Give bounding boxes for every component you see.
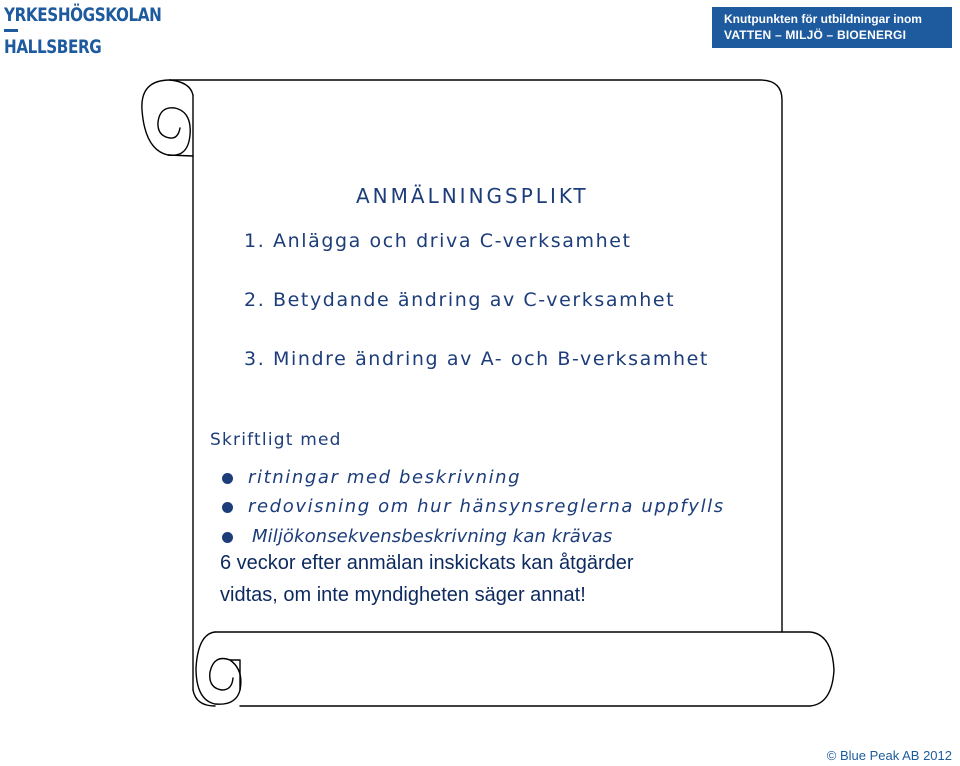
subheading: Skriftligt med (210, 430, 342, 450)
bullet-dot-icon (222, 532, 233, 543)
notice-title: ANMÄLNINGSPLIKT (356, 184, 589, 208)
copyright-notice: © Blue Peak AB 2012 (826, 748, 952, 763)
bullet-text: ritningar med beskrivning (248, 467, 522, 488)
bullet-dot-icon (222, 473, 233, 484)
list-item-3: 3. Mindre ändring av A- och B-verksamhet (244, 348, 709, 370)
list-item-1: 1. Anlägga och driva C-verksamhet (244, 230, 632, 252)
banner-line1: Knutpunkten för utbildningar inom (724, 12, 922, 26)
logo-line1: YRKESHÖGSKOLAN (4, 4, 162, 26)
bullet-dot-icon (222, 502, 233, 513)
logo-line2: HALLSBERG (4, 36, 102, 58)
note-line-2: vidtas, om inte myndigheten säger annat! (220, 584, 586, 606)
note-line-1: 6 veckor efter anmälan inskickats kan åtgärder (220, 552, 634, 574)
bullet-text: redovisning om hur hänsynsreglerna uppfylls (248, 496, 725, 517)
list-item-2: 2. Betydande ändring av C-verksamhet (244, 289, 676, 311)
bullet-text: Miljökonsekvensbeskrivning kan krävas (252, 526, 613, 547)
banner-line2: VATTEN – MILJÖ – BIOENERGI (724, 28, 907, 42)
